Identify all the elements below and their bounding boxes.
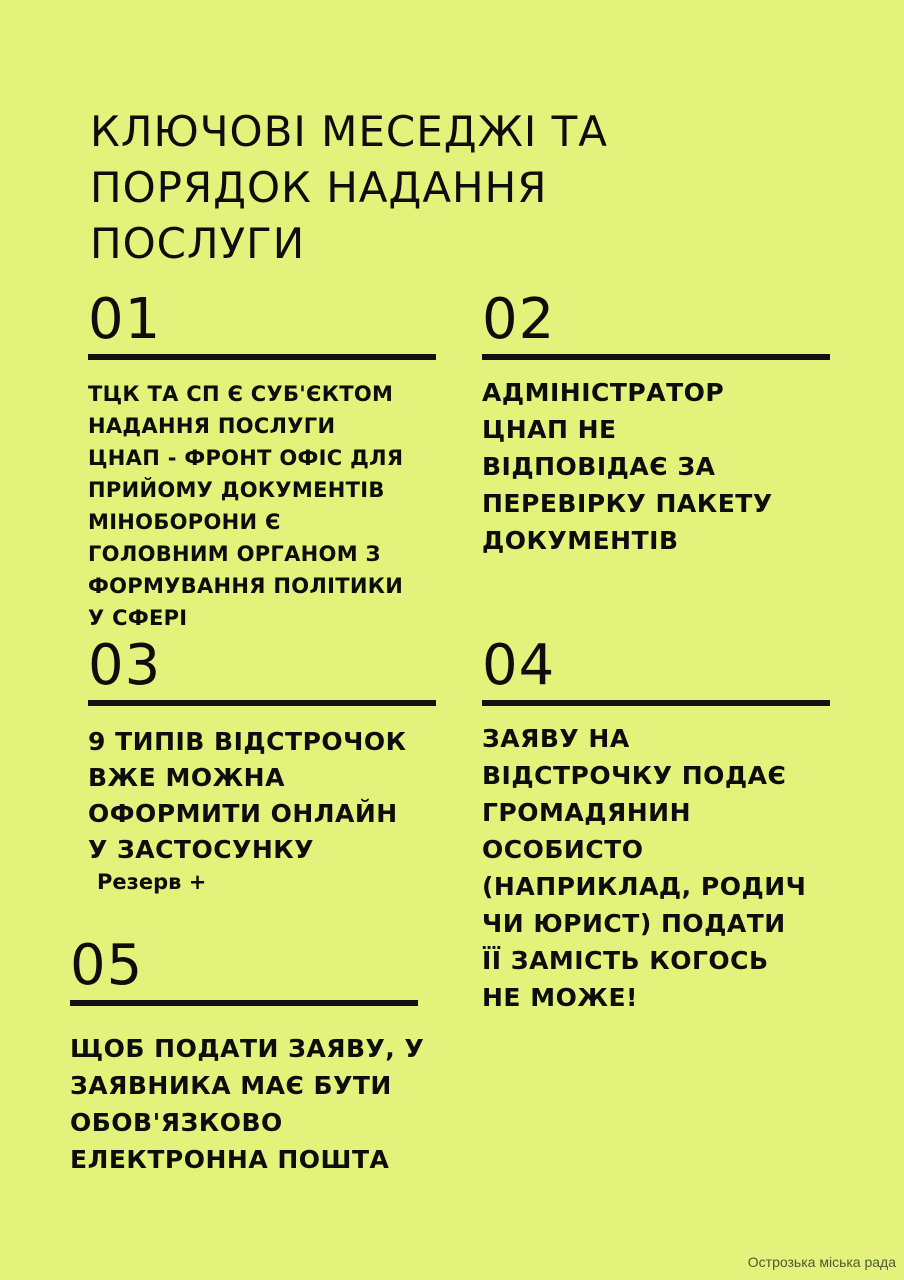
message-block-05: [70, 933, 425, 1178]
text-line: ОФОРМИТИ ОНЛАЙН: [88, 799, 398, 828]
block-text: [482, 374, 830, 559]
text-line: 9 ТИПІВ ВІДСТРОЧОК: [88, 727, 407, 756]
text-line: ГРОМАДЯНИН: [482, 798, 692, 827]
text-line: У ЗАСТОСУНКУ: [88, 835, 314, 864]
app-name: Резерв +: [97, 870, 207, 894]
text-line: (НАПРИКЛАД, РОДИЧ: [482, 872, 807, 901]
text-line: ЩОБ ПОДАТИ ЗАЯВУ, У: [70, 1034, 425, 1063]
block-text: [482, 720, 830, 1016]
text-line: У СФЕРІ: [88, 606, 188, 630]
text-line: ПЕРЕВІРКУ ПАКЕТУ: [482, 489, 773, 518]
text-line: НАДАННЯ ПОСЛУГИ: [88, 414, 336, 438]
message-block-01: [88, 287, 436, 634]
title-line: ПОСЛУГИ: [90, 219, 306, 268]
text-line: ОСОБИСТО: [482, 835, 644, 864]
divider: [88, 354, 436, 360]
block-number: 02: [482, 287, 556, 352]
text-line: МІНОБОРОНИ Є: [88, 510, 281, 534]
text-line: ЇЇ ЗАМІСТЬ КОГОСЬ: [482, 946, 769, 975]
text-line: ЦНАП НЕ: [482, 415, 617, 444]
text-line: ВІДСТРОЧКУ ПОДАЄ: [482, 761, 787, 790]
text-line: ЦНАП - ФРОНТ ОФІС ДЛЯ: [88, 446, 404, 470]
text-line: ПРИЙОМУ ДОКУМЕНТІВ: [88, 478, 385, 502]
divider: [70, 1000, 418, 1006]
title-line: ПОРЯДОК НАДАННЯ: [90, 163, 548, 212]
text-line: ЗАЯВУ НА: [482, 724, 630, 753]
block-text: [88, 378, 436, 634]
text-line: ОБОВ'ЯЗКОВО: [70, 1108, 283, 1137]
text-line: ЧИ ЮРИСТ) ПОДАТИ: [482, 909, 786, 938]
text-line: ФОРМУВАННЯ ПОЛІТИКИ: [88, 574, 404, 598]
block-number: 03: [88, 633, 162, 698]
block-text: [88, 724, 436, 868]
divider: [482, 700, 830, 706]
block-number: 04: [482, 633, 556, 698]
text-line: ЕЛЕКТРОННА ПОШТА: [70, 1145, 390, 1174]
divider: [88, 700, 436, 706]
block-number: 01: [88, 287, 162, 352]
text-line: НЕ МОЖЕ!: [482, 983, 638, 1012]
title-line: КЛЮЧОВІ МЕСЕДЖІ ТА: [90, 107, 608, 156]
watermark-text: Острозька міська рада: [747, 1254, 896, 1270]
text-line: ТЦК ТА СП Є СУБ'ЄКТОМ: [88, 382, 394, 406]
message-block-04: [482, 633, 830, 1016]
text-line: ДОКУМЕНТІВ: [482, 526, 679, 555]
text-line: ВЖЕ МОЖНА: [88, 763, 285, 792]
text-line: ГОЛОВНИМ ОРГАНОМ З: [88, 542, 381, 566]
text-line: АДМІНІСТРАТОР: [482, 378, 725, 407]
text-line: ЗАЯВНИКА МАЄ БУТИ: [70, 1071, 392, 1100]
page-title: [90, 104, 810, 272]
divider: [482, 354, 830, 360]
text-line: ВІДПОВІДАЄ ЗА: [482, 452, 716, 481]
message-block-02: [482, 287, 830, 559]
block-number: 05: [70, 933, 144, 998]
message-block-03: [88, 633, 436, 896]
block-text: [70, 1030, 425, 1178]
